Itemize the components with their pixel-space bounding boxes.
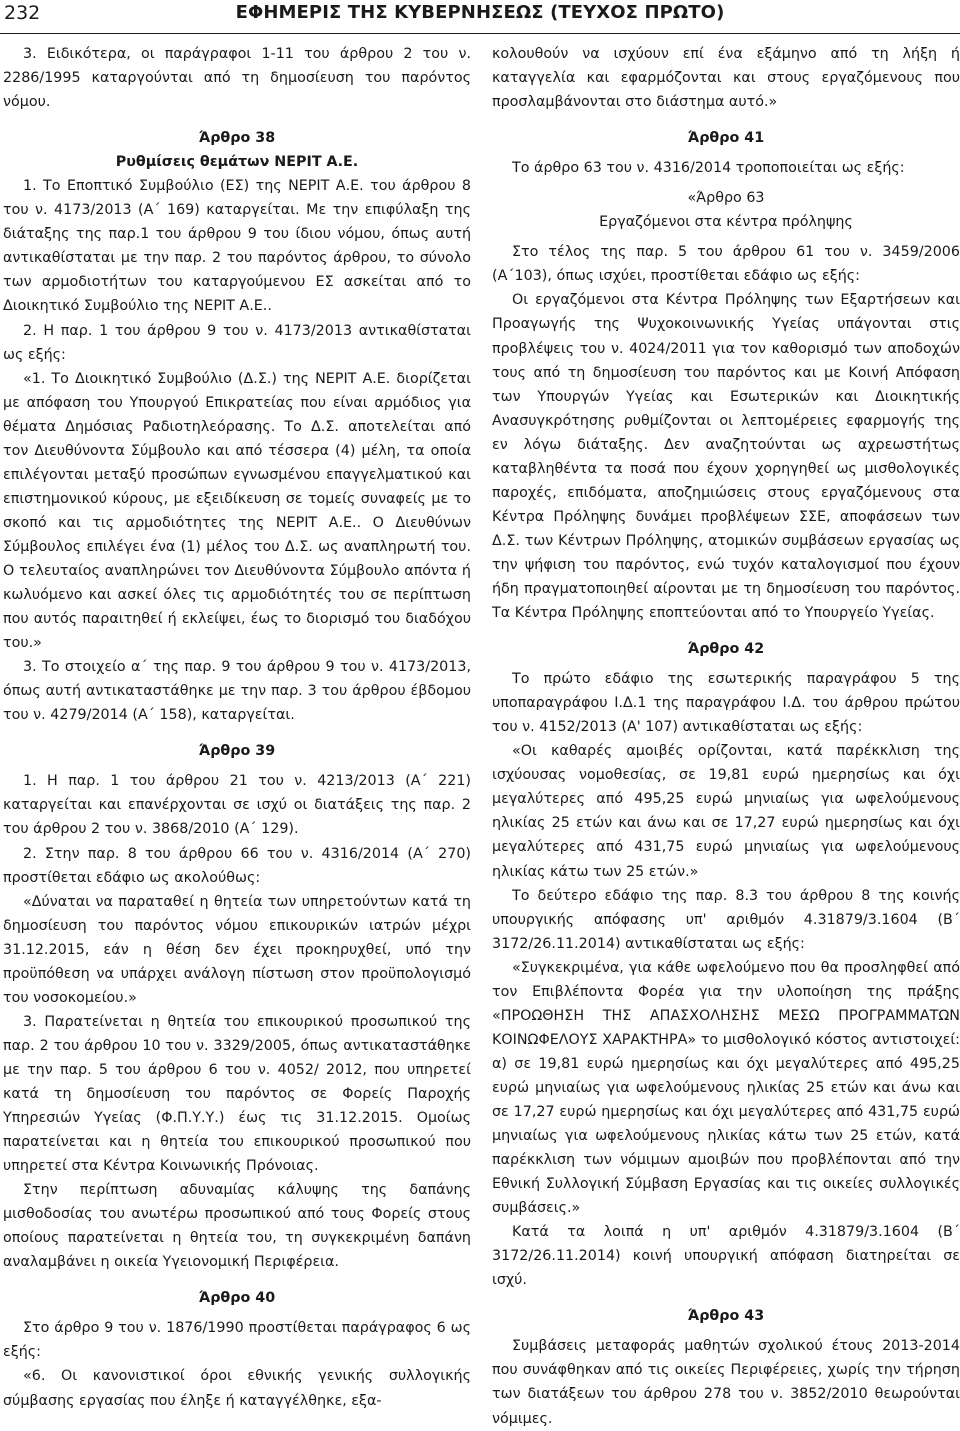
paragraph: Στο άρθρο 9 του ν. 1876/1990 προστίθεται παράγραφος 6 ως εξής: [3, 1320, 471, 1361]
article-38-subtitle: Ρυθμίσεις θεμάτων ΝΕΡΙΤ Α.Ε. [115, 154, 359, 171]
paragraph: «6. Οι κανονιστικοί όροι εθνικής γενικής συλλογικής σύμβασης εργασίας που έληξε ή καταγγέλθηκε, εξα- [3, 1368, 471, 1409]
article-43-heading: Άρθρο 43 [687, 1308, 765, 1325]
paragraph: 2. Η παρ. 1 του άρθρου 9 του ν. 4173/2013 αντικαθίσταται ως εξής: [3, 322, 471, 363]
left-column [3, 42, 471, 1413]
gazette-title: ΕΦΗΜΕΡΙΣ ΤΗΣ ΚΥΒΕΡΝΗΣΕΩΣ (ΤΕΥΧΟΣ ΠΡΩΤΟ) [235, 2, 725, 23]
paragraph: κολουθούν να ισχύουν επί ένα εξάμηνο από τη λήξη ή καταγγελία και εφαρμόζονται και στους εργαζόμενους που προσλαμβάνονται στο διάστημα αυτό.» [492, 46, 960, 111]
article-63-heading: «Άρθρο 63 [687, 190, 765, 207]
paragraph: 1. Η παρ. 1 του άρθρου 21 του ν. 4213/2013 (Α΄ 221) καταργείται και επανέρχονται σε ισχύ οι διατάξεις της παρ. 2 του άρθρου 2 του ν. 3868/2010 (Α΄ 129). [3, 773, 471, 838]
paragraph: Το άρθρο 63 του ν. 4316/2014 τροποποιείται ως εξής: [512, 160, 905, 177]
paragraph: Κατά τα λοιπά η υπ' αριθμόν 4.31879/3.1604 (Β΄ 3172/26.11.2014) κοινή υπουργική απόφαση διατηρείται σε ισχύ. [492, 1224, 960, 1289]
paragraph: Το πρώτο εδάφιο της εσωτερικής παραγράφου 5 της υποπαραγράφου Ι.Δ.1 της παραγράφου Ι.Δ. του άρθρου πρώτου του ν. 4152/2013 (Α' 107) αντικαθίσταται ως εξής: [492, 671, 960, 736]
article-40-heading: Άρθρο 40 [198, 1290, 276, 1307]
paragraph: Το δεύτερο εδάφιο της παρ. 8.3 του άρθρου 8 της κοινής υπουργικής απόφασης υπ' αριθμόν 4.31879/3.1604 (Β΄ 3172/26.11.2014) αντικαθίσταται ως εξής: [492, 887, 960, 952]
page-header [0, 0, 960, 32]
paragraph: 3. Ειδικότερα, οι παράγραφοι 1-11 του άρθρου 2 του ν. 2286/1995 καταργούνται από τη δημοσίευση του παρόντος νόμου. [3, 46, 471, 111]
article-41-heading: Άρθρο 41 [687, 130, 765, 147]
header-rule [0, 33, 960, 34]
paragraph: 3. Το στοιχείο α΄ της παρ. 9 του άρθρου 9 του ν. 4173/2013, όπως αυτή αντικαταστάθηκε με την παρ. 3 του άρθρου έβδομου του ν. 4279/2014 (Α΄ 158), καταργείται. [3, 659, 471, 724]
page-number: 232 [4, 2, 41, 24]
paragraph: «Συγκεκριμένα, για κάθε ωφελούμενο που θα προσληφθεί από τον Επιβλέποντα Φορέα για την υλοποίηση της πράξης «ΠΡΟΩΘΗΣΗ ΤΗΣ ΑΠΑΣΧΟΛΗΣΗΣ ΜΕΣΩ ΠΡΟΓΡΑΜΜΑΤΩΝ ΚΟΙΝΩΦΕΛΟΥΣ ΧΑΡΑΚΤΗΡΑ» το μισθολογικό κόστος αντιστοιχεί: α) σε 19,81 ευρώ ημερησίως και όχι μεγαλύτερες από 495,25 ευρώ μηνιαίως για ωφελούμενους ηλικίας 25 ετών και άνω και σε 17,27 ευρώ ημερησίως και όχι μεγαλύτερες από 431,75 ευρώ μηνιαίως για ωφελούμενους ηλικίας κάτω των 25 ετών, κατά παρέκκλιση των νόμιμων αμοιβών που προβλέπονται από την Εθνική Συλλογική Σύμβαση Εργασίας και τις οικείες συλλογικές συμβάσεις.» [492, 959, 960, 1217]
paragraph: 1. Το Εποπτικό Συμβούλιο (ΕΣ) της ΝΕΡΙΤ Α.Ε. του άρθρου 8 του ν. 4173/2013 (Α΄ 169) καταργείται. Με την επιφύλαξη της διάταξης της παρ.1 του άρθρου 9 του ίδιου νόμου, όπως αυτή αντικαθίσταται με την παρ. 2 του παρόντος άρθρου, το σύνολο των αρμοδιοτήτων του καταργούμενου ΕΣ ασκείται από το Διοικητικό Συμβούλιο της ΝΕΡΙΤ Α.Ε.. [3, 178, 471, 315]
paragraph: Στο τέλος της παρ. 5 του άρθρου 61 του ν. 3459/2006 (Α΄103), όπως ισχύει, προστίθεται εδάφιο ως εξής: [492, 244, 960, 285]
right-column [492, 42, 960, 1431]
paragraph: «Δύναται να παραταθεί η θητεία των υπηρετούντων κατά τη δημοσίευση του παρόντος νόμου επικουρικών ιατρών μέχρι 31.12.2015, εάν η θέση δεν έχει προκηρυχθεί, υπό την προϋπόθεση να υπάρχει ανάλογη πίστωση στον προϋπολογισμό του νοσοκομείου.» [3, 893, 471, 1006]
paragraph: 2. Στην παρ. 8 του άρθρου 66 του ν. 4316/2014 (Α΄ 270) προστίθεται εδάφιο ως ακολούθως: [3, 845, 471, 886]
paragraph: 3. Παρατείνεται η θητεία του επικουρικού προσωπικού της παρ. 2 του άρθρου 10 του ν. 3329/2005, όπως αντικαταστάθηκε με την παρ. 5 του άρθρου 6 του ν. 4052/ 2012, που υπηρετεί κατά τη δημοσίευση του παρόντος σε Φορείς Παροχής Υπηρεσιών Υγείας (Φ.Π.Υ.Υ.) έως τις 31.12.2015. Ομοίως παρατείνεται και η θητεία του επικουρικού προσωπικού που υπηρετεί στα Κέντρα Κοινωνικής Πρόνοιας. [3, 1013, 471, 1175]
article-42-heading: Άρθρο 42 [687, 641, 765, 658]
paragraph: «1. Το Διοικητικό Συμβούλιο (Δ.Σ.) της ΝΕΡΙΤ Α.Ε. διορίζεται με απόφαση του Υπουργού Επικρατείας που είναι αρμόδιος για θέματα Δημόσιας Ραδιοτηλεόρασης. Το Δ.Σ. αποτελείται από τον Διευθύνοντα Σύμβουλο και από τέσσερα (4) μέλη, τα οποία επιλέγονται μεταξύ προσώπων εγνωσμένου επαγγελματικού και επιστημονικού κύρους, με εξειδίκευση σε τομείς συναφείς με το σκοπό και τις αρμοδιότητες της ΝΕΡΙΤ Α.Ε.. Ο Διευθύνων Σύμβουλος επιλέγει ένα (1) μέλος του Δ.Σ. ως αναπληρωτή του. Ο τελευταίος αναπληρώνει τον Διευθύνοντα Σύμβουλο απόντα ή κωλυόμενο και ασκεί όλες τις αρμοδιότητές του σε περίπτωση που αυτός παραιτηθεί ή εκλείψει, έως το διορισμό του διαδόχου του.» [3, 370, 471, 652]
article-38-heading: Άρθρο 38 [198, 130, 276, 147]
paragraph: Συμβάσεις μεταφοράς μαθητών σχολικού έτους 2013-2014 που συνάφθηκαν από τις οικείες Περιφέρειες, χωρίς την τήρηση των διατάξεων του άρθρου 278 του ν. 3852/2010 θεωρούνται νόμιμες. [492, 1338, 960, 1427]
article-39-heading: Άρθρο 39 [198, 743, 276, 760]
paragraph: «Οι καθαρές αμοιβές ορίζονται, κατά παρέκκλιση της ισχύουσας νομοθεσίας, σε 19,81 ευρώ ημερησίως και όχι μεγαλύτερες από 495,25 ευρώ μηνιαίως για ωφελούμενους ηλικίας 25 ετών και άνω και σε 17,27 ευρώ ημερησίως και όχι μεγαλύτερες από 431,75 ευρώ μηνιαίως για ωφελούμενους ηλικίας κάτω των 25 ετών.» [492, 743, 960, 880]
paragraph: Στην περίπτωση αδυναμίας κάλυψης της δαπάνης μισθοδοσίας του ανωτέρω προσωπικού από τους Φορείς στους οποίους παρατείνεται η θητεία του, τη συγκεκριμένη δαπάνη αναλαμβάνει η οικεία Υγειονομική Περιφέρεια. [3, 1182, 471, 1271]
article-63-subtitle: Εργαζόμενοι στα κέντρα πρόληψης [599, 214, 853, 231]
paragraph: Οι εργαζόμενοι στα Κέντρα Πρόληψης των Εξαρτήσεων και Προαγωγής της Ψυχοκοινωνικής Υγείας υπάγονται στις προβλέψεις του ν. 4024/2011 για τον καθορισμό των αποδοχών τους από τη δημοσίευση του παρόντος και με Κοινή Απόφαση των Υπουργών Υγείας και Εσωτερικών και Διοικητικής Ανασυγκρότησης ρυθμίζονται οι λεπτομέρειες εφαρμογής της εν λόγω διάταξης. Δεν αναζητούνται ως αχρεωστήτως καταβληθέντα τα ποσά που έχουν χορηγηθεί ως μισθολογικές παροχές, επιδόματα, αποζημιώσεις στους εργαζόμενους στα Κέντρα Πρόληψης δυνάμει προβλέψεων ΣΣΕ, αποφάσεων των Δ.Σ. των Κέντρων Πρόληψης, ατομικών συμβάσεων εργασίας ως την ψήφιση του παρόντος, ενώ τυχόν καταλογισμοί που έχουν ήδη πραγματοποιηθεί αίρονται με τη δημοσίευση του παρόντος. Τα Κέντρα Πρόληψης εποπτεύονται από το Υπουργείο Υγείας. [492, 292, 960, 622]
